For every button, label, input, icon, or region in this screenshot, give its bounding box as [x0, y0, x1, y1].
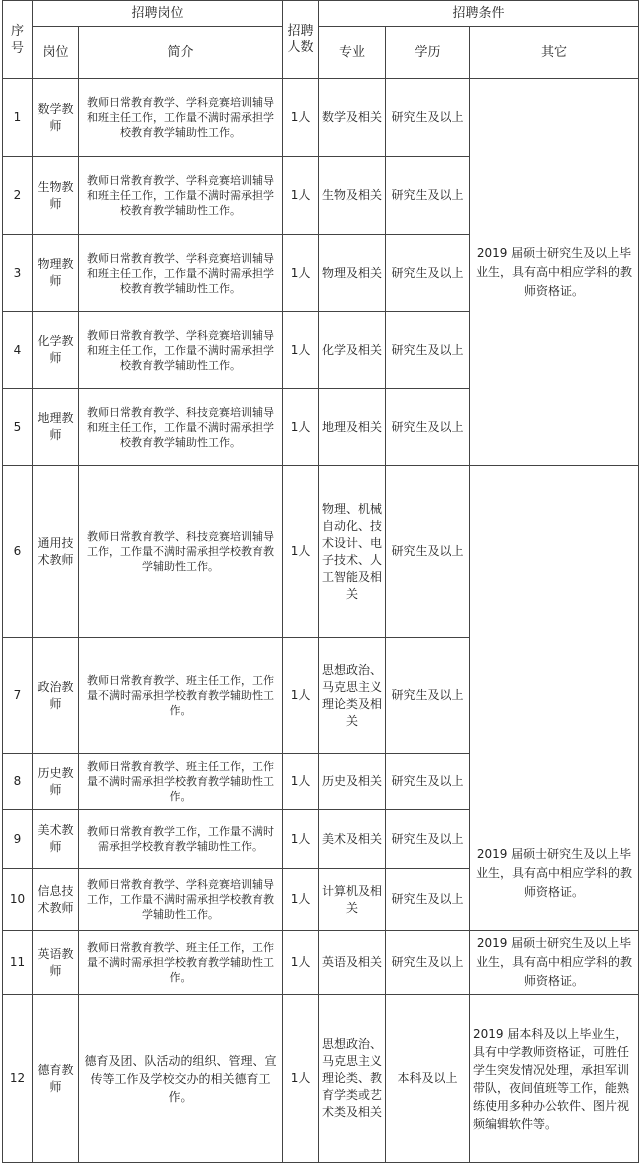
- cell-post: 化学教师: [33, 312, 79, 389]
- cell-post: 历史教师: [33, 754, 79, 810]
- cell-education: 研究生及以上: [386, 389, 470, 466]
- cell-major: 物理及相关: [319, 235, 386, 312]
- cell-count: 1人: [283, 931, 319, 995]
- header-row-sub: [3, 27, 639, 79]
- table-row: [3, 466, 639, 638]
- cell-education: 研究生及以上: [386, 869, 470, 931]
- cell-no: 6: [3, 466, 33, 638]
- cell-major: 地理及相关: [319, 389, 386, 466]
- table-row: [3, 995, 639, 1163]
- cell-count: 1人: [283, 312, 319, 389]
- cell-count: 1人: [283, 466, 319, 638]
- cell-count: 1人: [283, 754, 319, 810]
- cell-major: 美术及相关: [319, 810, 386, 869]
- cell-no: 12: [3, 995, 33, 1163]
- recruitment-table: [2, 0, 639, 1163]
- header-row-group: [3, 1, 639, 27]
- cell-post: 政治教师: [33, 638, 79, 754]
- header-post: 岗位: [33, 27, 79, 79]
- header-count: 招聘人数: [283, 1, 319, 79]
- cell-intro: 教师日常教育教学、科技竞赛培训辅导和班主任工作，工作量不满时需承担学校教育教学辅助性工作。: [79, 389, 283, 466]
- cell-no: 9: [3, 810, 33, 869]
- cell-major: 数学及相关: [319, 79, 386, 157]
- cell-education: 研究生及以上: [386, 931, 470, 995]
- header-condition-group: 招聘条件: [319, 1, 639, 27]
- cell-major: 思想政治、马克思主义理论类、教育学类或艺术类及相关: [319, 995, 386, 1163]
- cell-post: 德育教师: [33, 995, 79, 1163]
- header-no: 序号: [3, 1, 33, 79]
- header-major: 专业: [319, 27, 386, 79]
- cell-intro: 教师日常教育教学、学科竞赛培训辅导和班主任工作，工作量不满时需承担学校教育教学辅助性工作。: [79, 79, 283, 157]
- cell-count: 1人: [283, 389, 319, 466]
- cell-post: 美术教师: [33, 810, 79, 869]
- cell-count: 1人: [283, 810, 319, 869]
- cell-count: 1人: [283, 995, 319, 1163]
- cell-count: 1人: [283, 235, 319, 312]
- cell-no: 10: [3, 869, 33, 931]
- header-other: 其它: [470, 27, 639, 79]
- cell-intro: 教师日常教育教学、班主任工作，工作量不满时需承担学校教育教学辅助性工作。: [79, 638, 283, 754]
- cell-major: 物理、机械自动化、技术设计、电子技术、人工智能及相关: [319, 466, 386, 638]
- cell-no: 4: [3, 312, 33, 389]
- cell-education: 研究生及以上: [386, 312, 470, 389]
- cell-post: 生物教师: [33, 157, 79, 235]
- cell-no: 8: [3, 754, 33, 810]
- cell-major: 英语及相关: [319, 931, 386, 995]
- cell-intro: 教师日常教育教学、班主任工作，工作量不满时需承担学校教育教学辅助性工作。: [79, 754, 283, 810]
- cell-intro: 德育及团、队活动的组织、管理、宣传等工作及学校交办的相关德育工作。: [79, 995, 283, 1163]
- cell-education: 研究生及以上: [386, 754, 470, 810]
- cell-education: 研究生及以上: [386, 79, 470, 157]
- cell-no: 7: [3, 638, 33, 754]
- header-intro: 简介: [79, 27, 283, 79]
- table-row: [3, 79, 639, 157]
- cell-education: 研究生及以上: [386, 235, 470, 312]
- cell-post: 通用技术教师: [33, 466, 79, 638]
- cell-intro: 教师日常教育教学、班主任工作，工作量不满时需承担学校教育教学辅助性工作。: [79, 931, 283, 995]
- cell-intro: 教师日常教育教学、学科竞赛培训辅导工作，工作量不满时需承担学校教育教学辅助性工作。: [79, 869, 283, 931]
- cell-intro: 教师日常教育教学、学科竞赛培训辅导和班主任工作，工作量不满时需承担学校教育教学辅助性工作。: [79, 312, 283, 389]
- cell-no: 5: [3, 389, 33, 466]
- cell-other-group-a: 2019 届硕士研究生及以上毕业生，具有高中相应学科的教师资格证。: [470, 79, 639, 466]
- cell-post: 物理教师: [33, 235, 79, 312]
- cell-count: 1人: [283, 869, 319, 931]
- cell-no: 3: [3, 235, 33, 312]
- cell-other-group-b: 2019 届硕士研究生及以上毕业生，具有高中相应学科的教师资格证。: [470, 466, 639, 931]
- cell-education: 研究生及以上: [386, 466, 470, 638]
- cell-intro: 教师日常教育教学工作，工作量不满时需承担学校教育教学辅助性工作。: [79, 810, 283, 869]
- cell-major: 思想政治、马克思主义理论类及相关: [319, 638, 386, 754]
- table-row: [3, 931, 639, 995]
- cell-education: 研究生及以上: [386, 638, 470, 754]
- cell-count: 1人: [283, 638, 319, 754]
- cell-intro: 教师日常教育教学、科技竞赛培训辅导工作，工作量不满时需承担学校教育教学辅助性工作。: [79, 466, 283, 638]
- header-post-group: 招聘岗位: [33, 1, 283, 27]
- cell-education: 研究生及以上: [386, 810, 470, 869]
- cell-no: 1: [3, 79, 33, 157]
- header-education: 学历: [386, 27, 470, 79]
- cell-post: 数学教师: [33, 79, 79, 157]
- cell-intro: 教师日常教育教学、学科竞赛培训辅导和班主任工作，工作量不满时需承担学校教育教学辅助性工作。: [79, 157, 283, 235]
- cell-education: 本科及以上: [386, 995, 470, 1163]
- cell-education: 研究生及以上: [386, 157, 470, 235]
- cell-no: 11: [3, 931, 33, 995]
- cell-major: 化学及相关: [319, 312, 386, 389]
- cell-count: 1人: [283, 79, 319, 157]
- cell-no: 2: [3, 157, 33, 235]
- cell-post: 信息技术教师: [33, 869, 79, 931]
- cell-other-row11: 2019 届硕士研究生及以上毕业生，具有高中相应学科的教师资格证。: [470, 931, 639, 995]
- cell-intro: 教师日常教育教学、学科竞赛培训辅导和班主任工作，工作量不满时需承担学校教育教学辅助性工作。: [79, 235, 283, 312]
- cell-major: 历史及相关: [319, 754, 386, 810]
- cell-major: 计算机及相关: [319, 869, 386, 931]
- cell-post: 地理教师: [33, 389, 79, 466]
- cell-major: 生物及相关: [319, 157, 386, 235]
- cell-other-row12: 2019 届本科及以上毕业生，具有中学教师资格证，可胜任学生突发情况处理，承担军训带队，夜间值班等工作，能熟练使用多种办公软件、图片视频编辑软件等。: [470, 995, 639, 1163]
- cell-post: 英语教师: [33, 931, 79, 995]
- cell-count: 1人: [283, 157, 319, 235]
